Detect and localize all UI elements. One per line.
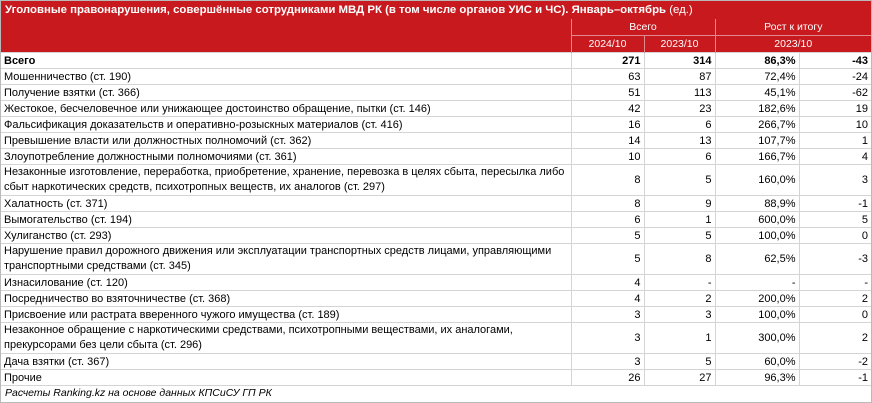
table-row: [1, 275, 871, 291]
header-growth-group: Рост к итогу: [715, 19, 871, 36]
row-label: Прочие: [1, 370, 571, 386]
row-label: Посредничество во взяточничестве (ст. 368): [1, 291, 571, 307]
value-2024: 14: [571, 133, 644, 149]
growth-diff: -3: [799, 244, 871, 275]
growth-diff: -62: [799, 85, 871, 101]
value-2023: 1: [644, 212, 715, 228]
value-2023: 2: [644, 291, 715, 307]
value-2024: 4: [571, 291, 644, 307]
value-2024: 8: [571, 165, 644, 196]
table-row-total: [1, 53, 871, 69]
value-2024: 51: [571, 85, 644, 101]
value-2024: 3: [571, 323, 644, 354]
growth-diff: -1: [799, 370, 871, 386]
growth-percent: 107,7%: [715, 133, 799, 149]
row-label: Вымогательство (ст. 194): [1, 212, 571, 228]
row-label: Всего: [1, 53, 571, 69]
table-row: [1, 370, 871, 386]
growth-diff: 10: [799, 117, 871, 133]
value-2024: 6: [571, 212, 644, 228]
growth-percent: 96,3%: [715, 370, 799, 386]
growth-percent: 88,9%: [715, 196, 799, 212]
row-label: Хулиганство (ст. 293): [1, 228, 571, 244]
row-label: Присвоение или растрата вверенного чужого имущества (ст. 189): [1, 307, 571, 323]
growth-diff: -43: [799, 53, 871, 69]
row-label: Халатность (ст. 371): [1, 196, 571, 212]
growth-diff: 2: [799, 323, 871, 354]
title-text: Уголовные правонарушения, совершённые сотрудниками МВД РК (в том числе органов УИС и ЧС). Январь–октябрь: [5, 4, 667, 16]
row-label: Жестокое, бесчеловечное или унижающее достоинство обращение, пытки (ст. 146): [1, 101, 571, 117]
value-2024: 5: [571, 244, 644, 275]
growth-percent: 72,4%: [715, 69, 799, 85]
table-title: [1, 1, 871, 19]
table-row: [1, 85, 871, 101]
growth-diff: -2: [799, 354, 871, 370]
growth-diff: -1: [799, 196, 871, 212]
row-label: Злоупотребление должностными полномочиями (ст. 361): [1, 149, 571, 165]
growth-percent: 100,0%: [715, 307, 799, 323]
growth-diff: 0: [799, 228, 871, 244]
row-label: Незаконное обращение с наркотическими средствами, психотропными веществами, их аналогами, прекурсорами без цели сбыта (ст. 296): [1, 323, 571, 354]
growth-diff: 1: [799, 133, 871, 149]
value-2024: 4: [571, 275, 644, 291]
table-row: [1, 117, 871, 133]
header-blank-2: [1, 36, 571, 53]
table-row: [1, 196, 871, 212]
header-col-growth-year: 2023/10: [715, 36, 871, 53]
value-2023: 8: [644, 244, 715, 275]
value-2023: 27: [644, 370, 715, 386]
table-row: [1, 228, 871, 244]
value-2023: 3: [644, 307, 715, 323]
value-2024: 3: [571, 354, 644, 370]
value-2023: 5: [644, 228, 715, 244]
value-2024: 8: [571, 196, 644, 212]
row-label: Изнасилование (ст. 120): [1, 275, 571, 291]
table-row: [1, 165, 871, 196]
growth-percent: 200,0%: [715, 291, 799, 307]
data-table: [1, 19, 871, 385]
value-2024: 42: [571, 101, 644, 117]
value-2023: 5: [644, 165, 715, 196]
growth-percent: 100,0%: [715, 228, 799, 244]
table-row: [1, 323, 871, 354]
value-2024: 26: [571, 370, 644, 386]
source-note: Расчеты Ranking.kz на основе данных КПСиСУ ГП РК: [1, 385, 871, 401]
value-2023: 113: [644, 85, 715, 101]
value-2023: 6: [644, 117, 715, 133]
growth-diff: 4: [799, 149, 871, 165]
growth-diff: 0: [799, 307, 871, 323]
value-2024: 3: [571, 307, 644, 323]
growth-percent: 300,0%: [715, 323, 799, 354]
growth-diff: -24: [799, 69, 871, 85]
growth-percent: 600,0%: [715, 212, 799, 228]
value-2023: 6: [644, 149, 715, 165]
row-label: Превышение власти или должностных полномочий (ст. 362): [1, 133, 571, 149]
table-row: [1, 101, 871, 117]
row-label: Нарушение правил дорожного движения или эксплуатации транспортных средств лицами, управляющими транспортными средствами (ст. 345): [1, 244, 571, 275]
table-row: [1, 307, 871, 323]
value-2024: 10: [571, 149, 644, 165]
growth-percent: 160,0%: [715, 165, 799, 196]
table-row: [1, 133, 871, 149]
row-label: Мошенничество (ст. 190): [1, 69, 571, 85]
title-unit: (ед.): [669, 4, 693, 16]
table-row: [1, 212, 871, 228]
header-col-2023: 2023/10: [644, 36, 715, 53]
growth-diff: 3: [799, 165, 871, 196]
table-row: [1, 69, 871, 85]
header-col-2024: 2024/10: [571, 36, 644, 53]
growth-percent: 60,0%: [715, 354, 799, 370]
table-row: [1, 354, 871, 370]
value-2023: 13: [644, 133, 715, 149]
growth-diff: -: [799, 275, 871, 291]
value-2023: 23: [644, 101, 715, 117]
value-2023: 5: [644, 354, 715, 370]
growth-percent: 266,7%: [715, 117, 799, 133]
growth-diff: 19: [799, 101, 871, 117]
value-2024: 271: [571, 53, 644, 69]
growth-percent: 86,3%: [715, 53, 799, 69]
table-row: [1, 291, 871, 307]
value-2024: 63: [571, 69, 644, 85]
growth-diff: 2: [799, 291, 871, 307]
row-label: Незаконные изготовление, переработка, приобретение, хранение, перевозка в целях сбыта, пересылка либо сбыт наркотических средств, психотропных веществ, их аналогов (ст. 297): [1, 165, 571, 196]
growth-percent: 182,6%: [715, 101, 799, 117]
table-row: [1, 244, 871, 275]
row-label: Дача взятки (ст. 367): [1, 354, 571, 370]
value-2023: 314: [644, 53, 715, 69]
row-label: Фальсификация доказательств и оперативно-розыскных материалов (ст. 416): [1, 117, 571, 133]
header-blank: [1, 19, 571, 36]
value-2023: -: [644, 275, 715, 291]
growth-percent: 166,7%: [715, 149, 799, 165]
table-body: [1, 53, 871, 386]
header-total-group: Всего: [571, 19, 715, 36]
growth-diff: 5: [799, 212, 871, 228]
value-2024: 5: [571, 228, 644, 244]
growth-percent: -: [715, 275, 799, 291]
value-2023: 1: [644, 323, 715, 354]
growth-percent: 45,1%: [715, 85, 799, 101]
value-2023: 87: [644, 69, 715, 85]
row-label: Получение взятки (ст. 366): [1, 85, 571, 101]
value-2024: 16: [571, 117, 644, 133]
value-2023: 9: [644, 196, 715, 212]
table-row: [1, 149, 871, 165]
growth-percent: 62,5%: [715, 244, 799, 275]
